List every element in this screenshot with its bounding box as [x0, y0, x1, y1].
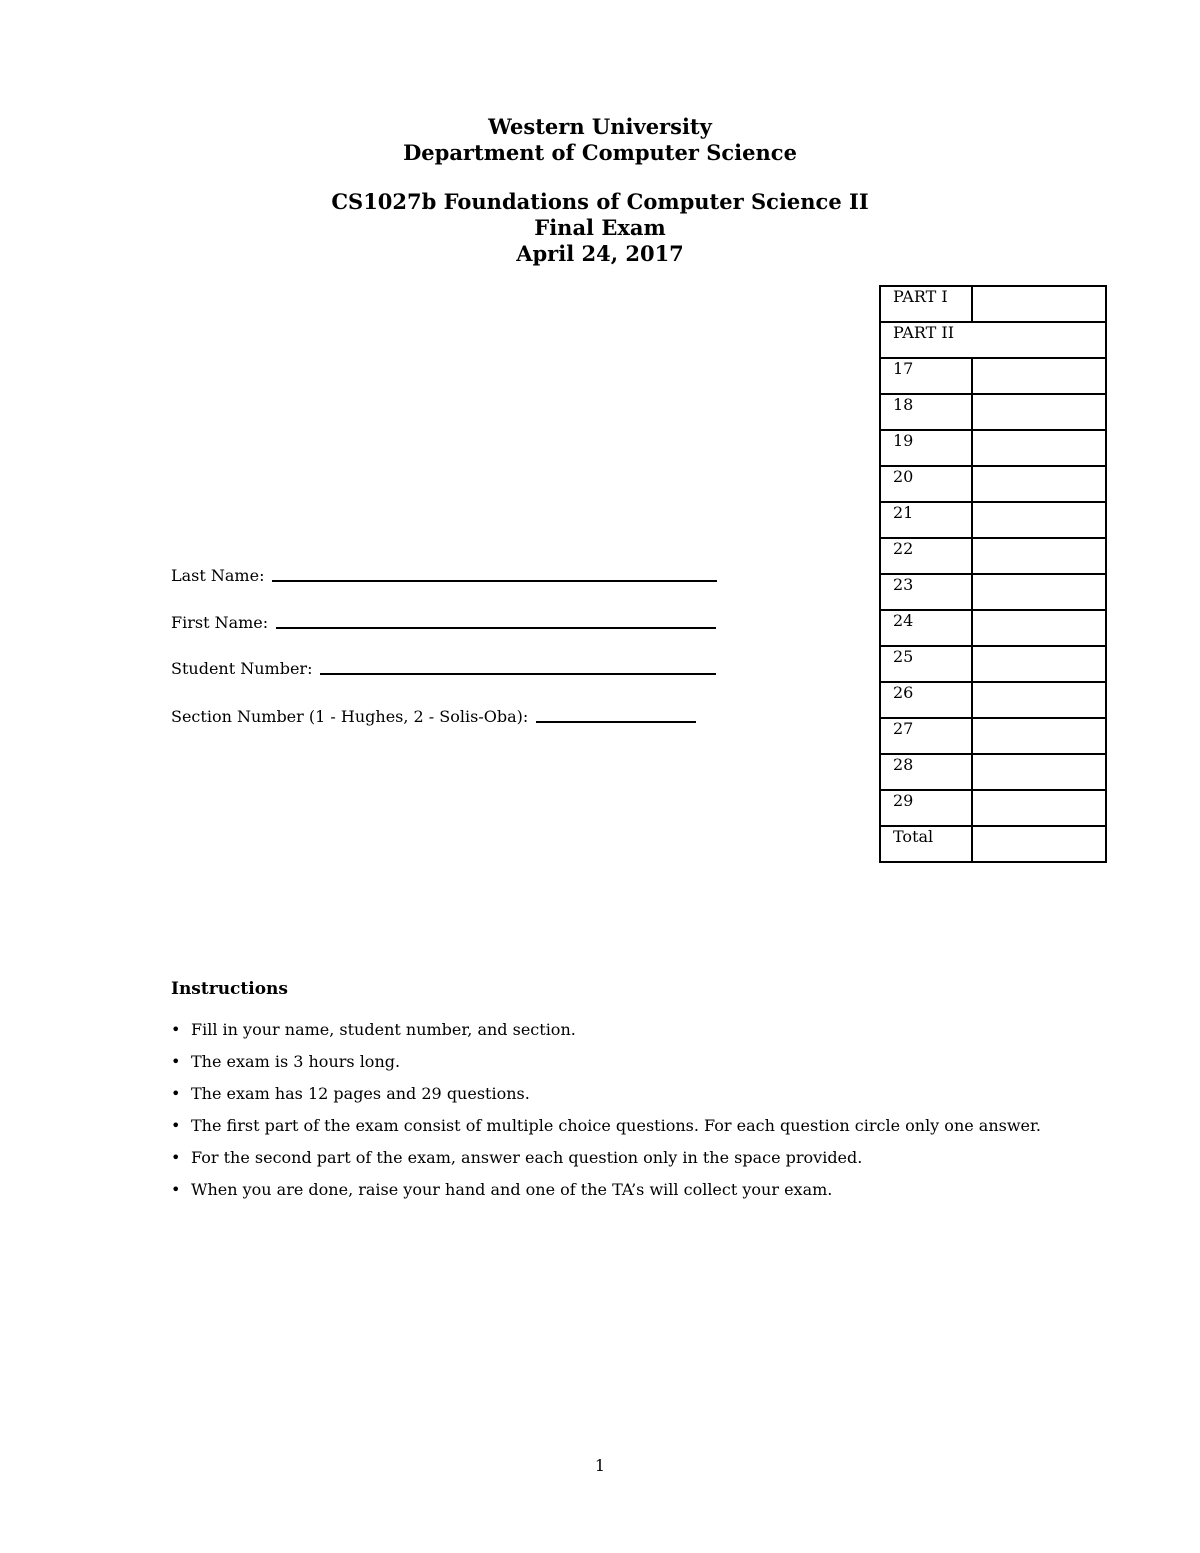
bullet-icon: •	[171, 1116, 181, 1135]
score-row-label: PART II	[880, 322, 1106, 358]
score-row	[880, 358, 1106, 394]
score-cell[interactable]	[972, 394, 1106, 430]
bullet-icon: •	[171, 1020, 181, 1039]
score-row-label: 20	[880, 466, 972, 502]
score-cell[interactable]	[972, 502, 1106, 538]
instructions-list	[171, 1019, 1061, 1211]
score-row	[880, 538, 1106, 574]
score-row-label: 23	[880, 574, 972, 610]
list-item	[171, 1179, 1061, 1200]
score-row	[880, 394, 1106, 430]
score-total-cell[interactable]	[972, 826, 1106, 862]
score-row-label: PART I	[880, 286, 972, 322]
score-cell[interactable]	[972, 286, 1106, 322]
instruction-text: The exam is 3 hours long.	[191, 1052, 401, 1071]
list-item	[171, 1051, 1061, 1072]
score-row-label: Total	[880, 826, 972, 862]
exam-header	[0, 114, 1200, 166]
student-number-field	[171, 656, 716, 678]
score-row-part2	[880, 322, 1106, 358]
score-cell[interactable]	[972, 610, 1106, 646]
instruction-text: When you are done, raise your hand and one of the TA’s will collect your exam.	[191, 1180, 833, 1199]
section-number-input-line[interactable]	[536, 721, 696, 723]
instruction-text: Fill in your name, student number, and section.	[191, 1020, 576, 1039]
student-number-label: Student Number:	[171, 659, 313, 678]
instruction-text: The first part of the exam consist of multiple choice questions. For each question circle only one answer.	[191, 1116, 1041, 1135]
instruction-text: For the second part of the exam, answer each question only in the space provided.	[191, 1148, 863, 1167]
score-row-total	[880, 826, 1106, 862]
score-row-label: 29	[880, 790, 972, 826]
score-row-label: 27	[880, 718, 972, 754]
score-row	[880, 718, 1106, 754]
list-item	[171, 1083, 1061, 1104]
last-name-label: Last Name:	[171, 566, 265, 585]
score-row-label: 26	[880, 682, 972, 718]
bullet-icon: •	[171, 1180, 181, 1199]
last-name-field	[171, 563, 717, 585]
exam-date: April 24, 2017	[516, 241, 684, 266]
score-cell[interactable]	[972, 430, 1106, 466]
bullet-icon: •	[171, 1148, 181, 1167]
score-table	[879, 285, 1107, 863]
score-row-label: 19	[880, 430, 972, 466]
last-name-input-line[interactable]	[272, 580, 717, 582]
first-name-field	[171, 610, 716, 632]
list-item	[171, 1115, 1061, 1136]
score-cell[interactable]	[972, 718, 1106, 754]
section-number-field	[171, 704, 696, 726]
score-row-label: 22	[880, 538, 972, 574]
section-number-label: Section Number (1 - Hughes, 2 - Solis-Oba):	[171, 707, 529, 726]
score-cell[interactable]	[972, 358, 1106, 394]
score-row	[880, 646, 1106, 682]
score-row	[880, 682, 1106, 718]
score-row-part1	[880, 286, 1106, 322]
score-row-label: 17	[880, 358, 972, 394]
score-row	[880, 574, 1106, 610]
score-cell[interactable]	[972, 646, 1106, 682]
score-row	[880, 466, 1106, 502]
university-name: Western University	[488, 114, 712, 139]
student-number-input-line[interactable]	[320, 673, 716, 675]
score-row	[880, 610, 1106, 646]
bullet-icon: •	[171, 1084, 181, 1103]
score-cell[interactable]	[972, 790, 1106, 826]
first-name-input-line[interactable]	[276, 627, 716, 629]
score-cell[interactable]	[972, 574, 1106, 610]
course-title: CS1027b Foundations of Computer Science II	[331, 189, 869, 214]
score-row	[880, 502, 1106, 538]
score-cell[interactable]	[972, 538, 1106, 574]
page-number: 1	[594, 1456, 606, 1475]
department-name: Department of Computer Science	[403, 140, 797, 165]
score-row	[880, 790, 1106, 826]
score-row-label: 21	[880, 502, 972, 538]
exam-title-block	[0, 189, 1200, 267]
instruction-text: The exam has 12 pages and 29 questions.	[191, 1084, 530, 1103]
instructions-title: Instructions	[171, 979, 288, 999]
score-row-label: 28	[880, 754, 972, 790]
score-row-label: 24	[880, 610, 972, 646]
score-row	[880, 430, 1106, 466]
first-name-label: First Name:	[171, 613, 269, 632]
score-row-label: 18	[880, 394, 972, 430]
score-row-label: 25	[880, 646, 972, 682]
exam-title: Final Exam	[534, 215, 666, 240]
score-row	[880, 754, 1106, 790]
list-item	[171, 1147, 1061, 1168]
list-item	[171, 1019, 1061, 1040]
score-cell[interactable]	[972, 466, 1106, 502]
score-cell[interactable]	[972, 682, 1106, 718]
score-cell[interactable]	[972, 754, 1106, 790]
bullet-icon: •	[171, 1052, 181, 1071]
